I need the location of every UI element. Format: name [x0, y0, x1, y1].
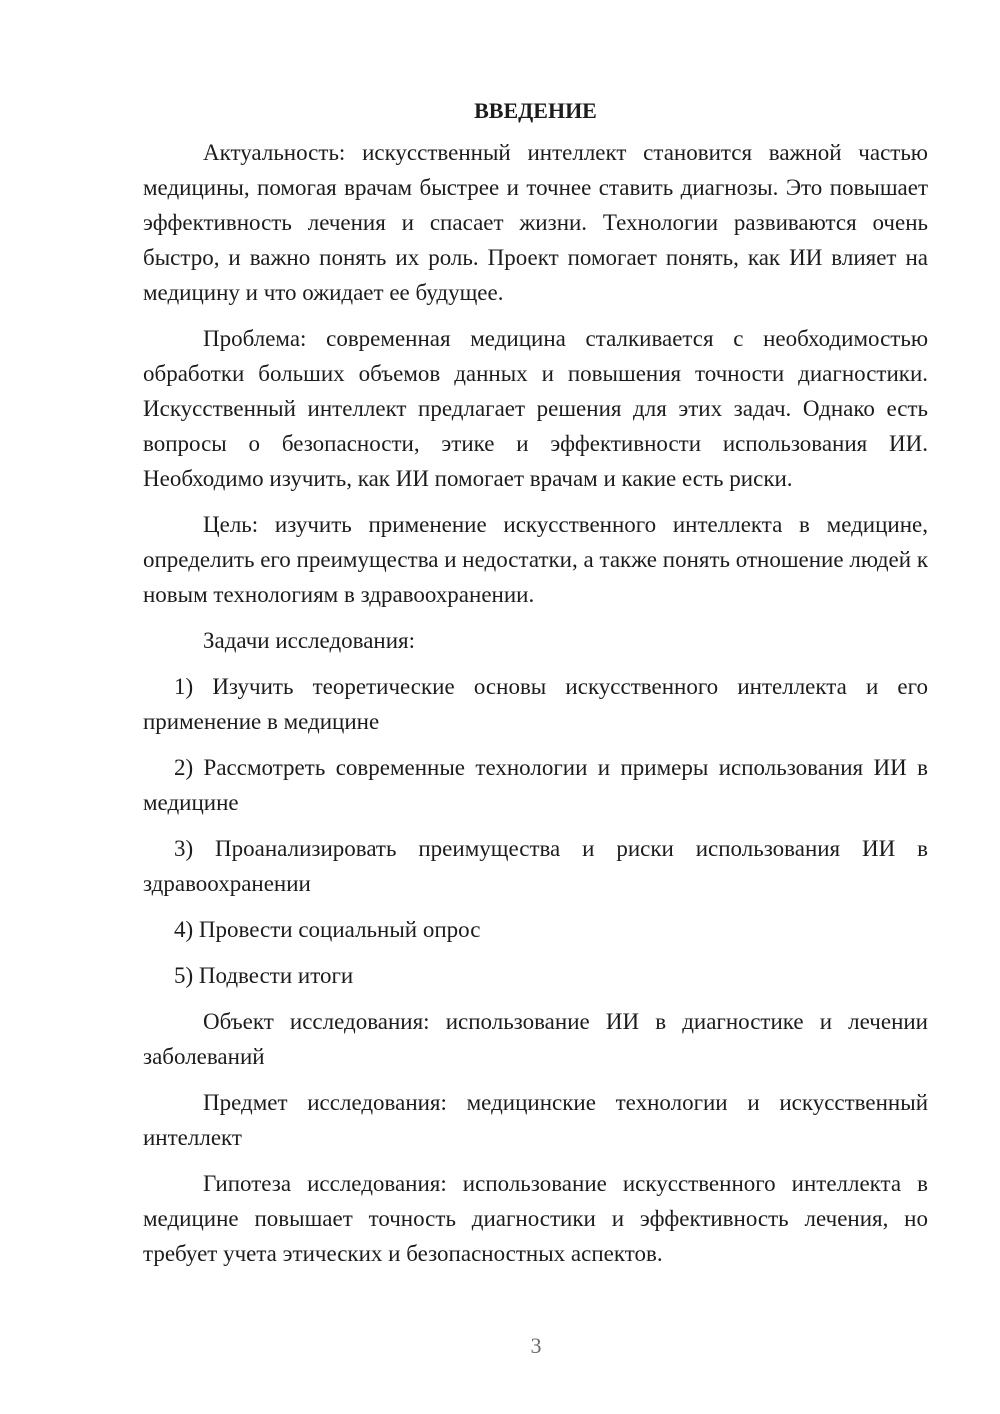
- problem-paragraph: Проблема: современная медицина сталкивается с необходимостью обработки больших объемов данных и повышения точности диагностики. Искусственный интеллект предлагает решения для этих задач. Однако есть вопросы о безопасности, этике и эффективности использования ИИ. Необходимо изучить, как ИИ помогает врачам и какие есть риски.: [143, 326, 928, 491]
- hypothesis-paragraph: Гипотеза исследования: использование искусственного интеллекта в медицине повышает точность диагностики и эффективность лечения, но требует учета этических и безопасностных аспектов.: [143, 1171, 928, 1266]
- task-item: 1) Изучить теоретические основы искусственного интеллекта и его применение в медицине: [143, 674, 928, 734]
- task-item: 4) Провести социальный опрос: [174, 917, 481, 942]
- task-item: 3) Проанализировать преимущества и риски использования ИИ в здравоохранении: [143, 836, 928, 896]
- relevance-paragraph: Актуальность: искусственный интеллект становится важной частью медицины, помогая врачам быстрее и точнее ставить диагнозы. Это повышает эффективность лечения и спасает жизни. Технологии развиваются очень быстро, и важно понять их роль. Проект помогает понять, как ИИ влияет на медицину и что ожидает ее будущее.: [143, 140, 928, 305]
- goal-paragraph: Цель: изучить применение искусственного интеллекта в медицине, определить его преимущества и недостатки, а также понять отношение людей к новым технологиям в здравоохранении.: [143, 512, 928, 607]
- object-paragraph: Объект исследования: использование ИИ в диагностике и лечении заболеваний: [143, 1009, 928, 1069]
- document-page: [143, 96, 928, 1282]
- page-title: ВВЕДЕНИЕ: [474, 98, 597, 123]
- task-item: 5) Подвести итоги: [174, 963, 354, 988]
- subject-paragraph: Предмет исследования: медицинские технологии и искусственный интеллект: [143, 1090, 928, 1150]
- tasks-heading: Задачи исследования:: [203, 628, 416, 653]
- page-number: 3: [530, 1333, 542, 1358]
- task-item: 2) Рассмотреть современные технологии и примеры использования ИИ в медицине: [143, 755, 928, 815]
